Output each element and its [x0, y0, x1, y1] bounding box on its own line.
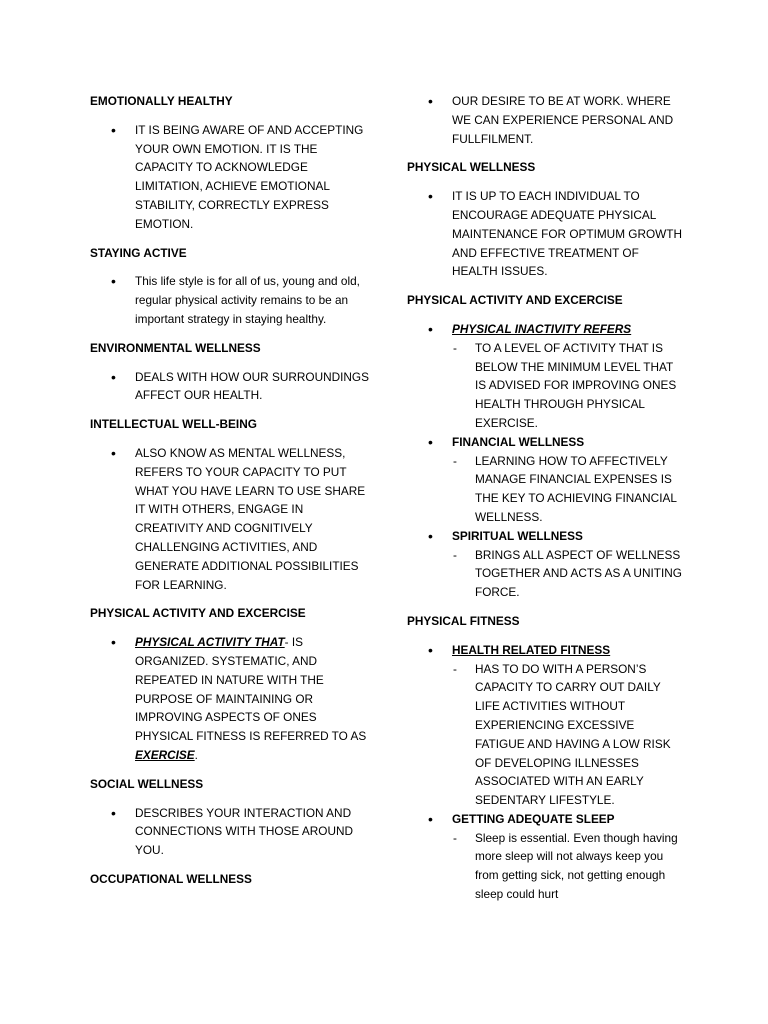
- list-item: [407, 433, 687, 527]
- list-item: [90, 804, 370, 860]
- physical-fitness-list: [407, 641, 687, 904]
- list-item: [90, 368, 370, 406]
- physical-activity-text: - IS ORGANIZED. SYSTEMATIC, AND REPEATED IN NATURE WITH THE PURPOSE OF MAINTAINING OR IMPROVING ASPECTS OF ONES PHYSICAL FITNESS IS REFERRED TO AS: [135, 635, 367, 744]
- list-item: [407, 527, 687, 602]
- heading-intellectual-well-being: INTELLECTUAL WELL-BEING: [90, 417, 257, 432]
- staying-active-text: This life style is for all of us, young and old, regular physical activity remains to be an important strategy in staying healthy.: [135, 274, 360, 326]
- sub-list-item: - HAS TO DO WITH A PERSON’S CAPACITY TO CARRY OUT DAILY LIFE ACTIVITIES WITHOUT EXPERIENCING EXCESSIVE FATIGUE AND HAVING A LOW RISK OF DEVELOPING ILLNESSES ASSOCIATED WITH AN EARLY SEDENTARY LIFESTYLE.: [452, 660, 687, 810]
- right-column: [407, 92, 687, 904]
- physical-wellness-list: [407, 187, 687, 281]
- exercise-emphasis: EXERCISE: [135, 747, 195, 762]
- heading-physical-activity-left: PHYSICAL ACTIVITY AND EXCERCISE: [90, 606, 306, 621]
- sub-list-item: - BRINGS ALL ASPECT OF WELLNESS TOGETHER AND ACTS AS A UNITING FORCE.: [452, 546, 687, 602]
- social-wellness-list: [90, 804, 370, 860]
- list-item: [90, 121, 370, 234]
- health-related-fitness-label: HEALTH RELATED FITNESS: [452, 642, 611, 657]
- adequate-sleep-sublist: [452, 829, 687, 904]
- physical-wellness-text: IT IS UP TO EACH INDIVIDUAL TO ENCOURAGE ADEQUATE PHYSICAL MAINTENANCE FOR OPTIMUM GROWTH AND EFFECTIVE TREATMENT OF HEALTH ISSUES.: [452, 189, 683, 279]
- physical-activity-right-list: [407, 320, 687, 602]
- list-item: [407, 92, 687, 148]
- sub-list-item: - LEARNING HOW TO AFFECTIVELY MANAGE FINANCIAL EXPENSES IS THE KEY TO ACHIEVING FINANCIAL WELLNESS.: [452, 452, 687, 527]
- sub-list-item: - TO A LEVEL OF ACTIVITY THAT IS BELOW THE MINIMUM LEVEL THAT IS ADVISED FOR IMPROVING ONES HEALTH THROUGH PHYSICAL EXERCISE.: [452, 339, 687, 433]
- list-item: [407, 641, 687, 810]
- environmental-wellness-list: [90, 368, 370, 406]
- heading-social-wellness: SOCIAL WELLNESS: [90, 776, 204, 791]
- occupational-cont-list: [407, 92, 687, 148]
- physical-activity-term: PHYSICAL ACTIVITY THAT: [135, 635, 285, 650]
- list-item: [407, 187, 687, 281]
- intellectual-well-being-text: ALSO KNOW AS MENTAL WELLNESS, REFERS TO YOUR CAPACITY TO PUT WHAT YOU HAVE LEARN TO USE SHARE IT WITH OTHERS, ENGAGE IN CREATIVITY AND COGNITIVELY CHALLENGING ACTIVITIES, AND GENERATE ADDITIONAL POSSIBILITIES FOR LEARNING.: [135, 445, 366, 592]
- physical-inactivity-sublist: [452, 339, 687, 433]
- occupational-wellness-text: OUR DESIRE TO BE AT WORK. WHERE WE CAN EXPERIENCE PERSONAL AND FULLFILMENT.: [452, 94, 674, 146]
- list-item: [90, 272, 370, 328]
- spiritual-wellness-sublist: [452, 546, 687, 602]
- physical-activity-end: .: [194, 747, 198, 762]
- heading-physical-activity-right: PHYSICAL ACTIVITY AND EXCERCISE: [407, 293, 623, 308]
- social-wellness-text: DESCRIBES YOUR INTERACTION AND CONNECTIONS WITH THOSE AROUND YOU.: [135, 805, 354, 858]
- left-column: [90, 92, 370, 899]
- list-item: [90, 633, 370, 765]
- adequate-sleep-label: GETTING ADEQUATE SLEEP: [452, 811, 615, 826]
- physical-activity-left-list: [90, 633, 370, 765]
- list-item: [407, 320, 687, 433]
- heading-environmental-wellness: ENVIRONMENTAL WELLNESS: [90, 340, 261, 355]
- spiritual-wellness-label: SPIRITUAL WELLNESS: [452, 528, 583, 543]
- emotionally-healthy-list: [90, 121, 370, 234]
- emotionally-healthy-text: IT IS BEING AWARE OF AND ACCEPTING YOUR OWN EMOTION. IT IS THE CAPACITY TO ACKNOWLEDGE LIMITATION, ACHIEVE EMOTIONAL STABILITY, CORRECTLY EXPRESS EMOTION.: [135, 122, 364, 231]
- heading-emotionally-healthy: EMOTIONALLY HEALTHY: [90, 94, 233, 108]
- health-related-fitness-sublist: [452, 660, 687, 810]
- environmental-wellness-text: DEALS WITH HOW OUR SURROUNDINGS AFFECT OUR HEALTH.: [135, 369, 369, 403]
- staying-active-list: [90, 272, 370, 328]
- heading-physical-fitness: PHYSICAL FITNESS: [407, 613, 520, 628]
- physical-inactivity-label: PHYSICAL INACTIVITY REFERS: [452, 321, 632, 336]
- sub-list-item: - Sleep is essential. Even though having more sleep will not always keep you from getting sick, not getting enough sleep could hurt: [452, 829, 687, 904]
- intellectual-well-being-list: [90, 444, 370, 594]
- financial-wellness-label: FINANCIAL WELLNESS: [452, 434, 585, 449]
- heading-occupational-wellness: OCCUPATIONAL WELLNESS: [90, 871, 252, 886]
- heading-physical-wellness: PHYSICAL WELLNESS: [407, 160, 536, 175]
- list-item: [407, 810, 687, 904]
- financial-wellness-sublist: [452, 452, 687, 527]
- heading-staying-active: STAYING ACTIVE: [90, 245, 187, 260]
- list-item: [90, 444, 370, 594]
